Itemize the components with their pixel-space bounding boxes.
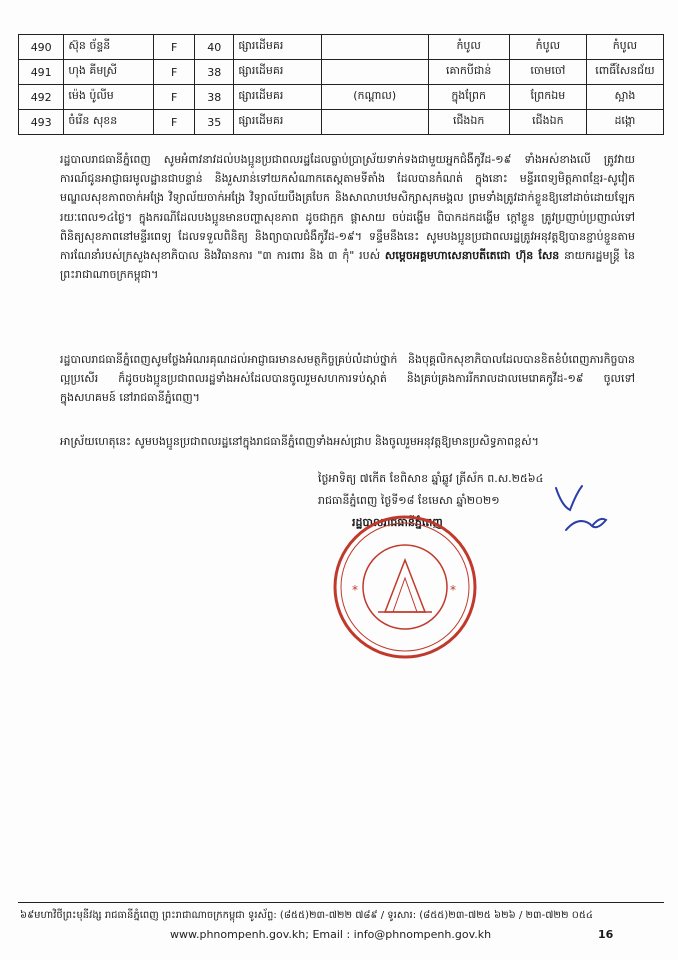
district-cell: ចោមចៅ (509, 60, 586, 85)
patient-name-cell: ម៉េង ប៉ូលីម (64, 85, 154, 110)
patient-name-cell: ហុង គីមស្រី (64, 60, 154, 85)
row-number-cell: 490 (19, 35, 64, 60)
official-seal-icon (330, 512, 480, 662)
footer-divider (18, 902, 664, 903)
note-cell (321, 35, 428, 60)
paragraph-thanks: រដ្ឋបាលរាជធានីភ្នំពេញសូមថ្លែងអំណរគុណដល់អាជ្ញាធរមានសមត្ថកិច្ចគ្រប់លំដាប់ថ្នាក់ និងបុគ្គលិកសុខាភិបាលដែលបានខិតខំបំពេញភារកិច្ចបានល្អប្រសើរ ក៏ដូចបងប្អូនប្រជាពលរដ្ឋទាំងអស់ដែលបានចូលរួមសហការទប់ស្កាត់ និងគ្រប់គ្រងការរីករាលដាលមេរោគកូវីដ-១៩ ចូលទៅក្នុងសហគមន៍ នៅរាជធានីភ្នំពេញ។ (60, 353, 635, 405)
paragraph-appeal-text: រដ្ឋបាលរាជធានីភ្នំពេញ សូមអំពាវនាវដល់បងប្អូនប្រជាពលរដ្ឋដែលធ្លាប់ប្រាស្រ័យទាក់ទងជាមួយអ្នកជំងឺកូវីដ-១៩ ទាំងអស់ខាងលើ ត្រូវវាយការណ៍ជូនអាជ្ញាធរមូលដ្ឋានជាបន្ទាន់ និងរួសរាន់ទៅយកសំណាកតេស្តតាមទីតាំង ដែលបានកំណត់ ក្នុងនោះ មន្ទីរពេទ្យមិត្តភាពខ្មែរ-សូវៀត មណ្ឌលសុខភាពចាក់អង្រែ វិទ្យាល័យចាក់អង្រែ វិទ្យាល័យបឹងត្របែក និងសាលាបឋមសិក្សាសុភមង្គល ព្រមទាំងត្រូវដាក់ខ្លួនឱ្យនៅដាច់ដោយឡែក រយៈពេល១៤ថ្ងៃ។ ក្នុងករណីដែលបងប្អូនមានបញ្ហាសុខភាព ដូចជាក្អក ផ្តាសាយ ចប់ដង្ហើម ពិបាកដកដង្ហើម ក្តៅខ្លួន ត្រូវប្រញាប់ប្រញាល់ទៅពិនិត្យសុខភាពនៅមន្ទីរពេទ្យ ដែលទទួលពិនិត្យ និងព្យាបាលជំងឺកូវីដ-១៩។ ទន្ទឹមនឹងនេះ សូមបងប្អូនប្រជាពលរដ្ឋត្រូវអនុវត្តឱ្យបានខ្ជាប់ខ្ជួនតាមការណែនាំរបស់ក្រសួងសុខាភិបាល និងវិធានការ "៣ ការពារ និង ៣ កុំ" របស់ (60, 153, 635, 263)
patient-age-cell: 40 (195, 35, 234, 60)
district-cell: ជើងឯក (509, 110, 586, 135)
province-cell: ស្អាង (586, 85, 663, 110)
row-number-cell: 493 (19, 110, 64, 135)
patient-sex-cell: F (154, 35, 195, 60)
row-number-cell: 491 (19, 60, 64, 85)
district-cell: កំបូល (509, 35, 586, 60)
table-row (19, 60, 664, 85)
paragraph-conclusion: អាស្រ័យហេតុនេះ សូមបងប្អូនប្រជាពលរដ្ឋនៅក្នុងរាជធានីភ្នំពេញទាំងអស់ជ្រាប និងចូលរួមអនុវត្តឱ្យមានប្រសិទ្ធភាពខ្ពស់។ (60, 435, 539, 448)
page-number: 16 (598, 928, 614, 941)
cases-table (18, 34, 664, 135)
workplace-cell: ផ្សារដើមគរ (234, 60, 322, 85)
village-cell: ក្នុងព្រែក (428, 85, 509, 110)
patient-sex-cell: F (154, 85, 195, 110)
patient-age-cell: 38 (195, 60, 234, 85)
note-cell: (កណ្តាល) (321, 85, 428, 110)
district-cell: ព្រែកឯម (509, 85, 586, 110)
note-cell (321, 110, 428, 135)
patient-sex-cell: F (154, 110, 195, 135)
patient-age-cell: 38 (195, 85, 234, 110)
signature-icon (548, 480, 618, 540)
patient-sex-cell: F (154, 60, 195, 85)
prime-minister-name: សម្តេចអគ្គមហាសេនាបតីតេជោ ហ៊ុន សែន (384, 249, 560, 263)
province-cell: ដង្កោ (586, 110, 663, 135)
table-row (19, 110, 664, 135)
patient-age-cell: 35 (195, 110, 234, 135)
patient-name-cell: ចំរើន សុខន (64, 110, 154, 135)
table-row (19, 35, 664, 60)
workplace-cell: ផ្សារដើមគរ (234, 110, 322, 135)
province-cell: កំបូល (586, 35, 663, 60)
workplace-cell: ផ្សារដើមគរ (234, 35, 322, 60)
paragraph-appeal-end: នាយករដ្ឋមន្ត្រី នៃព្រះរាជាណាចក្រកម្ពុជា។ (60, 249, 636, 282)
patient-name-cell: ស៊ុន ច័ន្ទនី (64, 35, 154, 60)
office-title: រដ្ឋបាលរាជធានីភ្នំពេញ (352, 516, 443, 529)
svg-text:*: * (450, 583, 456, 597)
footer-address: ៦៩មហាវិថីព្រះមុនីវង្ស រាជធានីភ្នំពេញ ព្រះរាជាណាចក្រកម្ពុជា ទូរស័ព្ទ: (៨៥៥)២៣-៧២២ ៧៨៩ / ទូរសារ: (៨៥៥)២៣-៧២៥ ៦២៦ / ២៣-៧២២ ០៥៤ (20, 910, 593, 921)
paragraph-appeal (60, 150, 635, 284)
village-cell: គោកបីជាន់ (428, 60, 509, 85)
footer-contact: www.phnompenh.gov.kh; Email : info@phnompenh.gov.kh (170, 928, 492, 941)
table-row (19, 85, 664, 110)
date-lunar: ថ្ងៃអាទិត្យ ៧កើត ខែពិសាខ ឆ្នាំឆ្លូវ ត្រីស័ក ព.ស.២៥៦៤ (318, 472, 544, 485)
svg-text:*: * (352, 583, 358, 597)
note-cell (321, 60, 428, 85)
village-cell: កំបូល (428, 35, 509, 60)
province-cell: ពោធិ៍សែនជ័យ (586, 60, 663, 85)
village-cell: ជើងឯក (428, 110, 509, 135)
date-solar: រាជធានីភ្នំពេញ ថ្ងៃទី១៨ ខែមេសា ឆ្នាំ២០២១ (318, 494, 500, 507)
workplace-cell: ផ្សារដើមគរ (234, 85, 322, 110)
row-number-cell: 492 (19, 85, 64, 110)
